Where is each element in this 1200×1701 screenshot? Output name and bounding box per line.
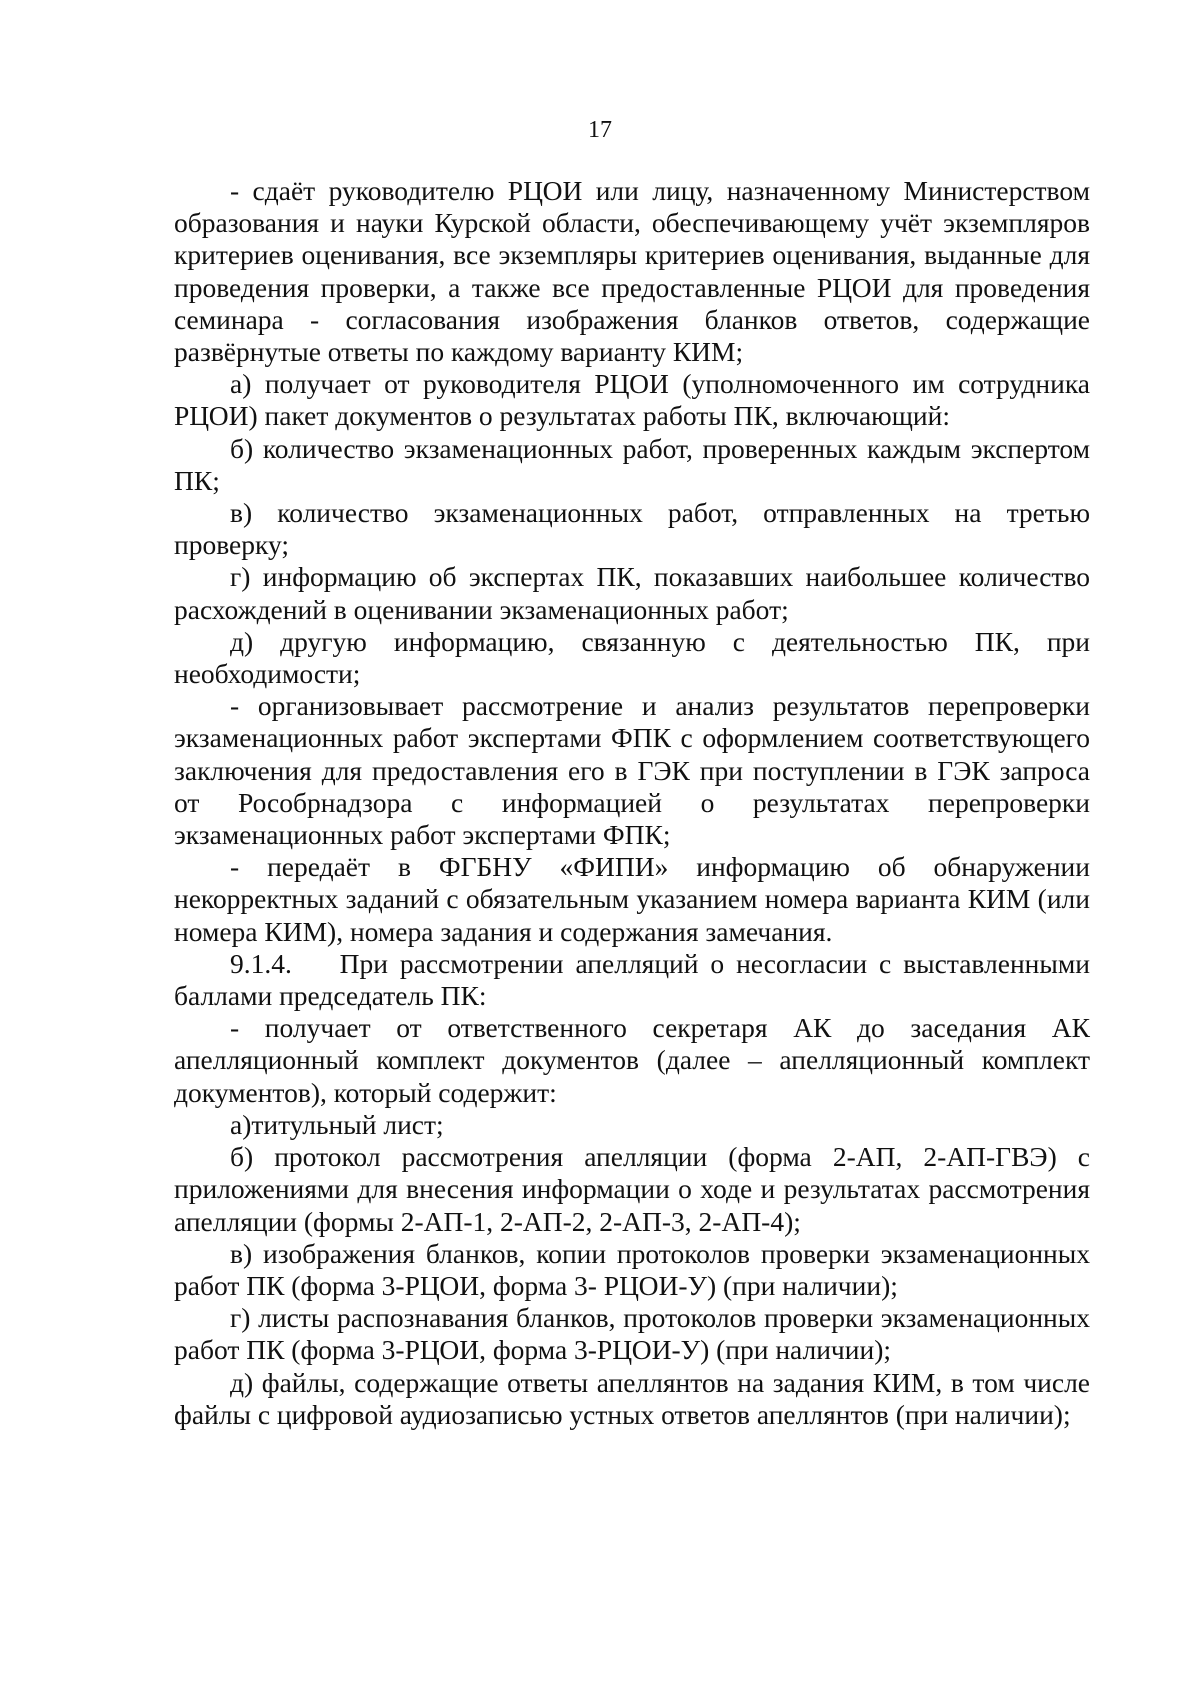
paragraph-other-info: д) другую информацию, связанную с деятельностью ПК, при необходимости; xyxy=(174,625,1090,690)
paragraph-submit-criteria: - сдаёт руководителю РЦОИ или лицу, назначенному Министерством образования и науки Курской области, обеспечивающему учёт экземпляров критериев оценивания, все экземпляры критериев оценивания, выданные для проведения проверки, а также все предоставленные РЦОИ для проведения семинара - согласования изображения бланков ответов, содержащие развёрнутые ответы по каждому варианту КИМ; xyxy=(174,175,1090,368)
paragraph-works-per-expert: б) количество экзаменационных работ, проверенных каждым экспертом ПК; xyxy=(174,432,1090,496)
paragraph-blank-images: в) изображения бланков, копии протоколов проверки экзаменационных работ ПК (форма 3-РЦОИ, форма 3- РЦОИ-У) (при наличии); xyxy=(174,1237,1090,1301)
document-body xyxy=(174,175,1097,1431)
paragraph-third-check: в) количество экзаменационных работ, отправленных на третью проверку; xyxy=(174,497,1090,561)
paragraph-title-sheet: а)титульный лист; xyxy=(230,1108,444,1140)
paragraph-incorrect-tasks: - передаёт в ФГБНУ «ФИПИ» информацию об обнаружении некорректных заданий с обязательным указанием номера варианта КИМ (или номера КИМ), номера задания и содержания замечания. xyxy=(174,851,1090,947)
paragraph-answer-files: д) файлы, содержащие ответы апеллянтов на задания КИМ, в том числе файлы с цифровой аудиозаписью устных ответов апеллянтов (при наличии); xyxy=(174,1366,1090,1430)
paragraph-receive-package: а) получает от руководителя РЦОИ (уполномоченного им сотрудника РЦОИ) пакет документов о результатах работы ПК, включающий: xyxy=(174,368,1090,432)
paragraph-section-9-1-4: 9.1.4. При рассмотрении апелляций о несогласии с выставленными баллами председатель ПК: xyxy=(174,947,1097,1012)
paragraph-recheck-analysis: - организовывает рассмотрение и анализ результатов перепроверки экзаменационных работ экспертами ФПК с оформлением соответствующего заключения для предоставления его в ГЭК при поступлении в ГЭК запроса от Рособрнадзора с информацией о результатах перепроверки экзаменационных работ экспертами ФПК; xyxy=(174,690,1090,851)
paragraph-appeal-kit: - получает от ответственного секретаря АК до заседания АК апелляционный комплект документов (далее – апелляционный комплект документов), который содержит: xyxy=(174,1012,1090,1108)
paragraph-appeal-protocol: б) протокол рассмотрения апелляции (форма 2-АП, 2-АП-ГВЭ) с приложениями для внесения информации о ходе и результатах рассмотрения апелляции (формы 2-АП-1, 2-АП-2, 2-АП-3, 2-АП-4); xyxy=(174,1141,1090,1237)
paragraph-recognition-sheets: г) листы распознавания бланков, протоколов проверки экзаменационных работ ПК (форма 3-РЦОИ, форма 3-РЦОИ-У) (при наличии); xyxy=(174,1302,1090,1366)
paragraph-discrepancies: г) информацию об экспертах ПК, показавших наибольшее количество расхождений в оценивании экзаменационных работ; xyxy=(174,561,1090,625)
page-number: 17 xyxy=(588,117,612,143)
